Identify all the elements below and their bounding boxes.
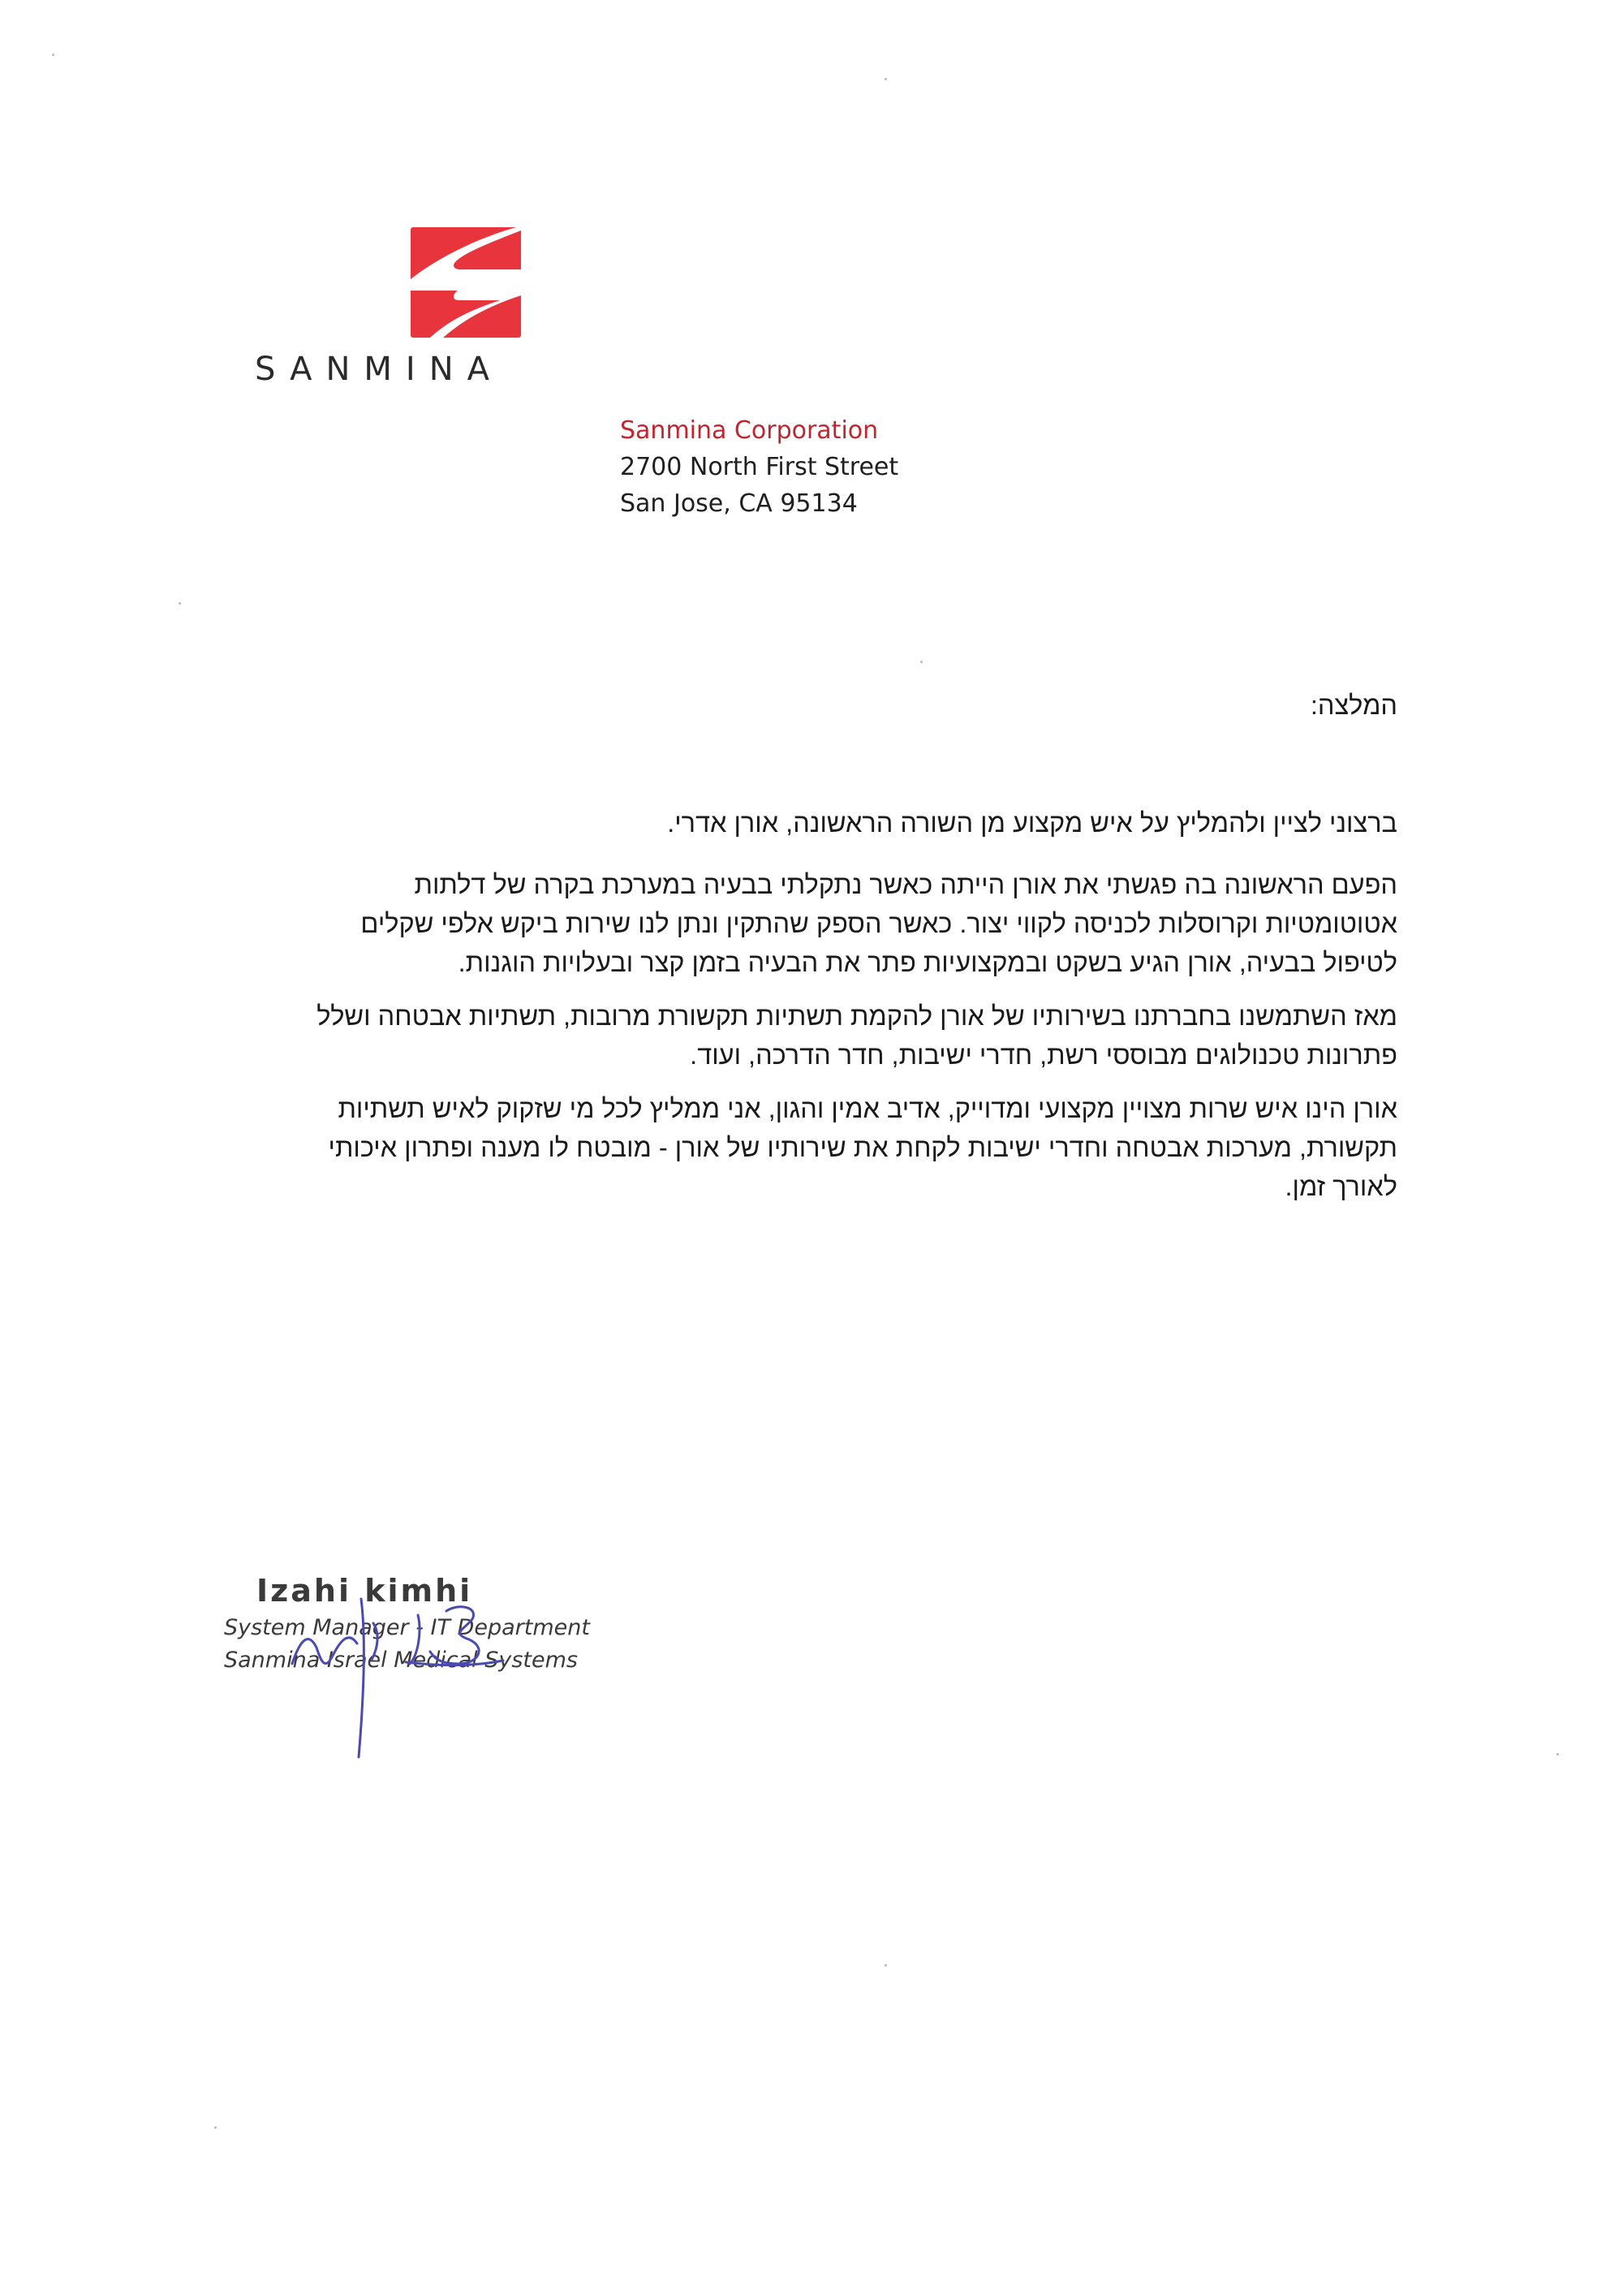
street-address: 2700 North First Street xyxy=(620,453,899,481)
company-name: Sanmina Corporation xyxy=(620,416,879,445)
paragraph-line: אטוטומטיות וקרוסלות לכניסה לקווי יצור. כאשר הספק שהתקין ונתן לנו שירות ביקש אלפי שקלים xyxy=(360,909,1397,938)
paragraph-first-meeting xyxy=(261,865,1397,982)
sanmina-logo-icon xyxy=(411,227,521,338)
paragraph-line: פתרונות טכנולוגים מבוססי רשת, חדרי ישיבות, חדר הדרכה, ועוד. xyxy=(690,1040,1397,1070)
paragraph-services xyxy=(261,997,1397,1075)
paragraph-recommendation xyxy=(261,1089,1397,1206)
signer-title: System Manager - IT Department xyxy=(224,1615,590,1640)
scan-speck xyxy=(1556,1753,1559,1755)
signer-organization: Sanmina Israel Medical Systems xyxy=(224,1648,578,1673)
paragraph-line: אורן הינו איש שרות מצויין מקצועי ומדוייק, אדיב אמין והגון, אני ממליץ לכל מי שזקוק לאיש תשתיות xyxy=(338,1094,1397,1123)
scan-speck xyxy=(885,78,887,80)
scan-speck xyxy=(214,2126,217,2129)
paragraph-line: לטיפול בבעיה, אורן הגיע בשקט ובמקצועיות פתר את הבעיה בזמן קצר ובעלויות הוגנות. xyxy=(458,948,1397,977)
handwritten-signature-icon xyxy=(284,1583,544,1769)
paragraph-intro xyxy=(261,803,1397,842)
company-address xyxy=(620,412,898,522)
scan-speck xyxy=(52,54,54,56)
city-state-zip: San Jose, CA 95134 xyxy=(620,489,858,518)
scan-speck xyxy=(920,661,923,663)
paragraph-line: תקשורת, מערכות אבטחה וחדרי ישיבות לקחת את שירותיו של אורן - מובטח לו מענה ופתרון איכותי xyxy=(328,1133,1397,1162)
paragraph-line: מאז השתמשנו בחברתנו בשירותיו של אורן להקמת תשתיות תקשורת מרובות, תשתיות אבטחה ושלל xyxy=(316,1002,1397,1031)
paragraph-line: ברצוני לציין ולהמליץ על איש מקצוע מן השורה הראשונה, אורן אדרי. xyxy=(667,808,1397,838)
paragraph-line: לאורך זמן. xyxy=(1285,1172,1397,1201)
paragraph-line: הפעם הראשונה בה פגשתי את אורן הייתה כאשר נתקלתי בבעיה במערכת בקרה של דלתות xyxy=(414,870,1397,899)
scan-speck xyxy=(179,602,181,605)
letter-heading: המלצה: xyxy=(1310,691,1397,720)
signer-name: Izahi kimhi xyxy=(256,1573,473,1609)
scan-speck xyxy=(885,1964,887,1966)
sanmina-wordmark: SANMINA xyxy=(255,351,504,388)
